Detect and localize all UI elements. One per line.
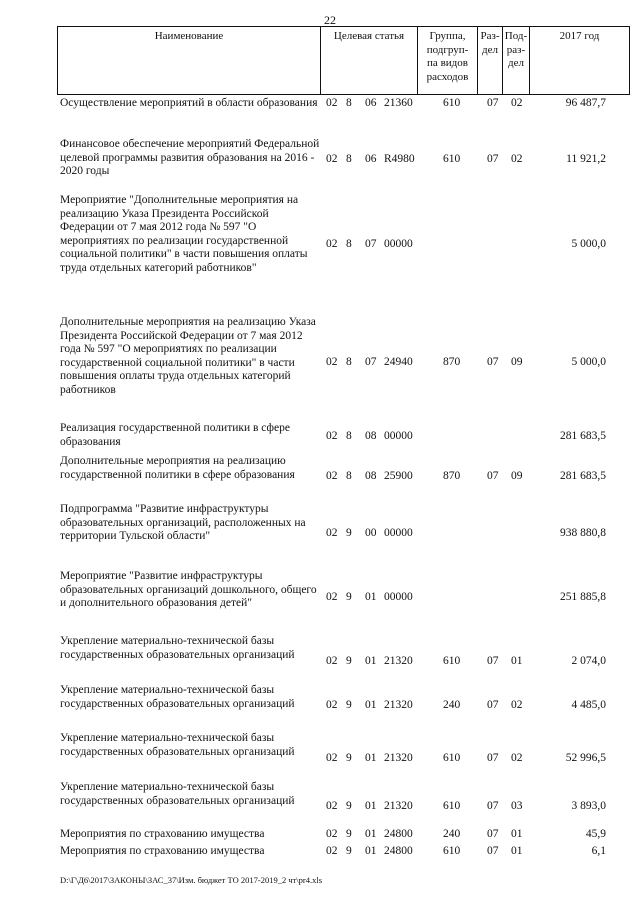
group-code: 870 xyxy=(443,470,461,482)
row-amount: 3 893,0 xyxy=(571,800,606,812)
row-amount: 281 683,5 xyxy=(560,430,606,442)
row-amount: 5 000,0 xyxy=(571,238,606,250)
target-part-4: 21320 xyxy=(384,800,413,812)
row-amount: 5 000,0 xyxy=(571,356,606,368)
subsection-code: 02 xyxy=(511,153,523,165)
group-code: 610 xyxy=(443,845,461,857)
section-code: 07 xyxy=(487,470,499,482)
row-name: Дополнительные мероприятия на реализацию государственной политики в сфере образования xyxy=(60,455,295,481)
target-part-3: 01 xyxy=(365,845,377,857)
subsection-code: 01 xyxy=(511,828,523,840)
subsection-code: 02 xyxy=(511,699,523,711)
subsection-code: 01 xyxy=(511,845,523,857)
row-name: Мероприятия по страхованию имущества xyxy=(60,828,265,840)
target-part-2: 8 xyxy=(346,470,352,482)
target-part-1: 02 xyxy=(326,153,338,165)
row-amount: 52 996,5 xyxy=(565,752,606,764)
target-part-2: 8 xyxy=(346,356,352,368)
target-part-4: 21320 xyxy=(384,655,413,667)
row-name: Осуществление мероприятий в области образования xyxy=(60,97,318,109)
target-part-2: 9 xyxy=(346,699,352,711)
group-code: 240 xyxy=(443,828,461,840)
group-code: 610 xyxy=(443,800,461,812)
section-code: 07 xyxy=(487,752,499,764)
target-part-3: 06 xyxy=(365,153,377,165)
table-header xyxy=(57,26,630,95)
row-name: Мероприятие "Дополнительные мероприятия на реализацию Указа Президента Российской Федерации от 7 мая 2012 года № 597 "О мероприятиях по реализации государственной социальной политики" в части повышения оплаты труда отдельных категорий работников" xyxy=(60,194,308,274)
target-part-3: 01 xyxy=(365,828,377,840)
row-amount: 6,1 xyxy=(591,845,606,857)
target-part-4: 24940 xyxy=(384,356,413,368)
target-part-1: 02 xyxy=(326,699,338,711)
group-code: 610 xyxy=(443,655,461,667)
target-part-3: 01 xyxy=(365,752,377,764)
subsection-code: 02 xyxy=(511,752,523,764)
section-code: 07 xyxy=(487,153,499,165)
section-code: 07 xyxy=(487,828,499,840)
target-part-2: 9 xyxy=(346,655,352,667)
target-part-2: 9 xyxy=(346,828,352,840)
target-part-4: 00000 xyxy=(384,238,413,250)
target-part-1: 02 xyxy=(326,800,338,812)
section-code: 07 xyxy=(487,655,499,667)
target-part-3: 00 xyxy=(365,527,377,539)
row-name: Финансовое обеспечение мероприятий Федеральной целевой программы развития образования на 2016 - 2020 годы xyxy=(60,138,320,177)
subsection-code: 02 xyxy=(511,97,523,109)
target-part-3: 01 xyxy=(365,591,377,603)
row-name: Мероприятия по страхованию имущества xyxy=(60,845,265,857)
target-part-1: 02 xyxy=(326,430,338,442)
target-part-3: 01 xyxy=(365,800,377,812)
target-part-3: 01 xyxy=(365,699,377,711)
row-name: Реализация государственной политики в сфере образования xyxy=(60,422,290,448)
row-amount: 45,9 xyxy=(585,828,606,840)
section-code: 07 xyxy=(487,845,499,857)
target-part-3: 07 xyxy=(365,238,377,250)
target-part-4: 21360 xyxy=(384,97,413,109)
section-code: 07 xyxy=(487,356,499,368)
group-code: 240 xyxy=(443,699,461,711)
header-subsection: Под- раз- дел xyxy=(503,27,530,94)
section-code: 07 xyxy=(487,800,499,812)
row-name: Укрепление материально-технической базы государственных образовательных организаций xyxy=(60,781,295,807)
row-amount: 2 074,0 xyxy=(571,655,606,667)
target-part-2: 9 xyxy=(346,591,352,603)
row-name: Укрепление материально-технической базы государственных образовательных организаций xyxy=(60,635,295,661)
target-part-3: 08 xyxy=(365,470,377,482)
target-part-4: 24800 xyxy=(384,828,413,840)
target-part-1: 02 xyxy=(326,845,338,857)
target-part-3: 07 xyxy=(365,356,377,368)
row-name: Подпрограмма "Развитие инфраструктуры образовательных организаций, расположенных на территории Тульской области" xyxy=(60,503,306,542)
target-part-2: 8 xyxy=(346,238,352,250)
target-part-4: R4980 xyxy=(384,153,415,165)
target-part-3: 08 xyxy=(365,430,377,442)
target-part-1: 02 xyxy=(326,591,338,603)
subsection-code: 09 xyxy=(511,356,523,368)
target-part-2: 9 xyxy=(346,752,352,764)
section-code: 07 xyxy=(487,699,499,711)
target-part-1: 02 xyxy=(326,356,338,368)
target-part-4: 21320 xyxy=(384,699,413,711)
target-part-4: 00000 xyxy=(384,591,413,603)
target-part-1: 02 xyxy=(326,238,338,250)
target-part-1: 02 xyxy=(326,527,338,539)
subsection-code: 03 xyxy=(511,800,523,812)
target-part-2: 8 xyxy=(346,430,352,442)
target-part-2: 9 xyxy=(346,800,352,812)
header-year: 2017 год xyxy=(559,30,600,42)
row-name: Дополнительные мероприятия на реализацию Указа Президента Российской Федерации от 7 мая 2012 года № 597 "О мероприятиях по реализации государственной социальной политики" в части повышения оплаты труда отдельных категорий работников xyxy=(60,316,316,396)
header-name: Наименование xyxy=(58,27,321,94)
target-part-2: 8 xyxy=(346,97,352,109)
row-amount: 251 885,8 xyxy=(560,591,606,603)
group-code: 870 xyxy=(443,356,461,368)
row-name: Укрепление материально-технической базы государственных образовательных организаций xyxy=(60,684,295,710)
header-section: Раз- дел xyxy=(478,27,503,94)
row-amount: 11 921,2 xyxy=(566,153,606,165)
target-part-4: 00000 xyxy=(384,430,413,442)
target-part-1: 02 xyxy=(326,752,338,764)
section-code: 07 xyxy=(487,97,499,109)
group-code: 610 xyxy=(443,153,461,165)
target-part-1: 02 xyxy=(326,655,338,667)
target-part-4: 24800 xyxy=(384,845,413,857)
row-amount: 938 880,8 xyxy=(560,527,606,539)
header-group: Группа, подгруп- па видов расходов xyxy=(418,27,478,94)
row-amount: 4 485,0 xyxy=(571,699,606,711)
target-part-3: 01 xyxy=(365,655,377,667)
target-part-4: 00000 xyxy=(384,527,413,539)
target-part-3: 06 xyxy=(365,97,377,109)
subsection-code: 09 xyxy=(511,470,523,482)
footer-path: D:\Г\Д6\2017\ЗАКОНЫ\ЗАС_37\Изм. бюджет ТО 2017-2019_2 чт\pr4.xls xyxy=(60,875,323,885)
target-part-4: 21320 xyxy=(384,752,413,764)
target-part-2: 9 xyxy=(346,527,352,539)
target-part-2: 9 xyxy=(346,845,352,857)
target-part-1: 02 xyxy=(326,828,338,840)
subsection-code: 01 xyxy=(511,655,523,667)
row-name: Мероприятие "Развитие инфраструктуры образовательных организаций дошкольного, общего и дополнительного образования детей" xyxy=(60,570,317,609)
target-part-1: 02 xyxy=(326,97,338,109)
page-number: 22 xyxy=(324,13,336,27)
header-target: Целевая статья xyxy=(321,27,418,94)
row-amount: 96 487,7 xyxy=(565,97,606,109)
target-part-2: 8 xyxy=(346,153,352,165)
group-code: 610 xyxy=(443,752,461,764)
group-code: 610 xyxy=(443,97,461,109)
row-name: Укрепление материально-технической базы государственных образовательных организаций xyxy=(60,732,295,758)
row-amount: 281 683,5 xyxy=(560,470,606,482)
target-part-1: 02 xyxy=(326,470,338,482)
target-part-4: 25900 xyxy=(384,470,413,482)
